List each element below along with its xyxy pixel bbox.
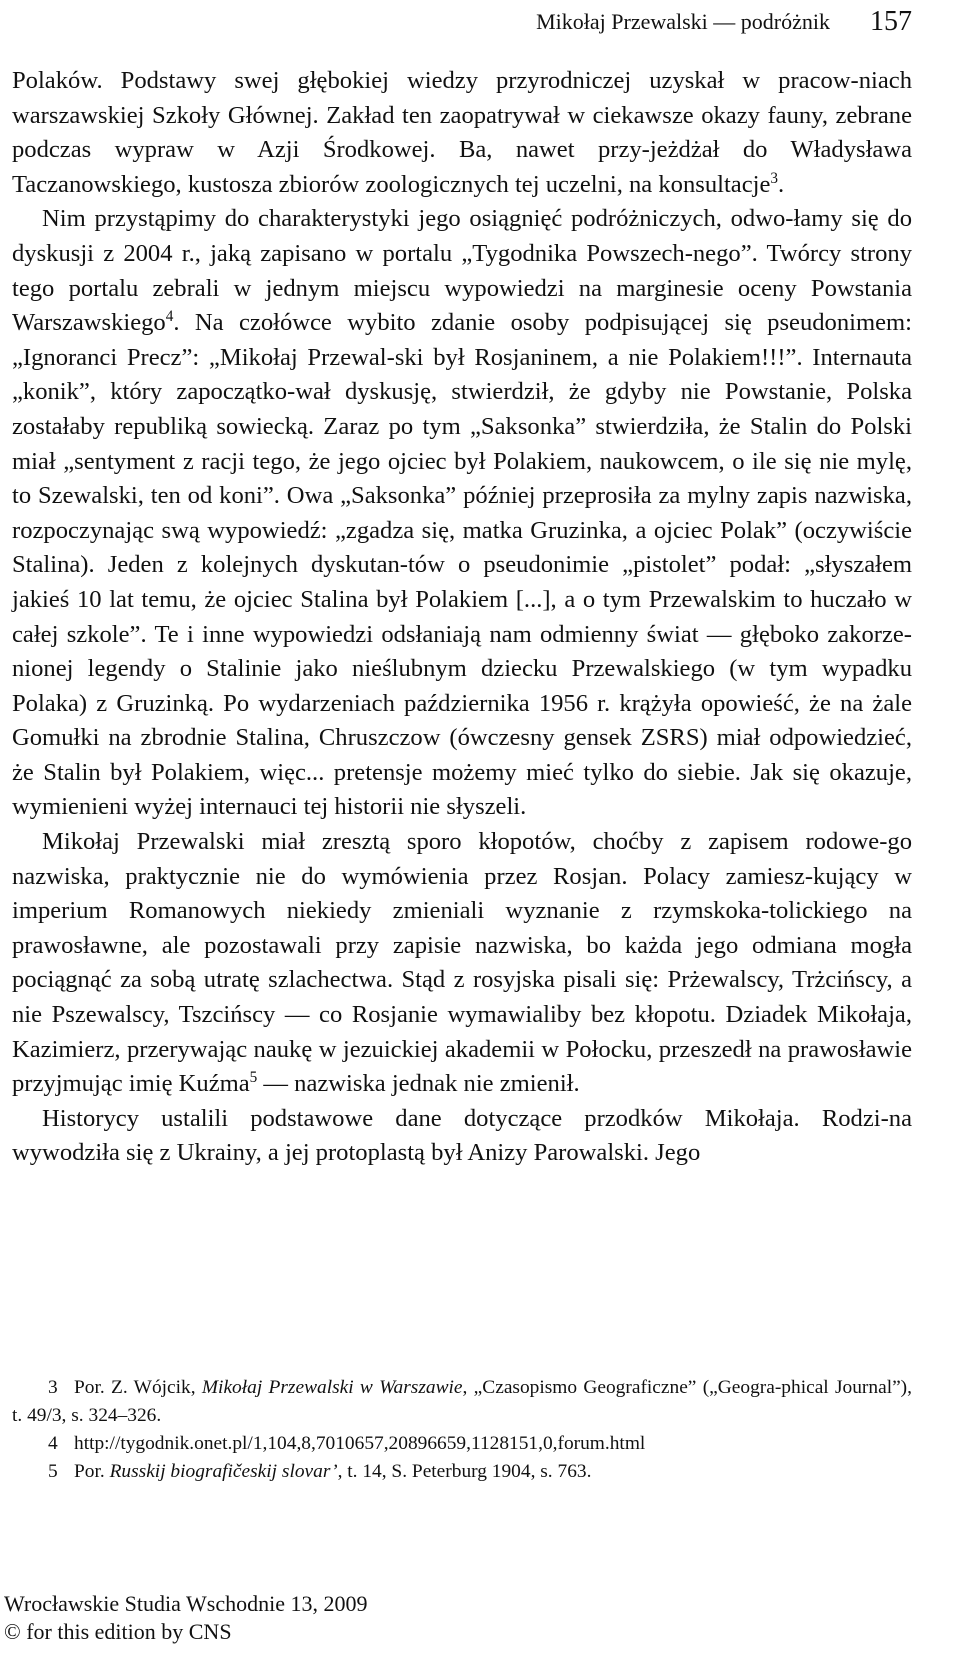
footnote-title: Mikołaj Przewalski w Warszawie <box>201 1377 463 1398</box>
paragraph-3 <box>12 825 912 1102</box>
paragraph-text: . <box>778 170 785 198</box>
footnote-ref-5[interactable]: 5 <box>249 1069 258 1087</box>
paragraph-text: Polaków. Podstawy swej głębokiej wiedzy przyrodniczej uzyskał w pracow-niach warszawskiej Szkoły Głównej. Zakład ten zaopatrywał w ciekawsze okazy fauny, zebrane podczas wypraw w Azji Środkowej. Ba, nawet przy-jeżdżał do Władysława Taczanowskiego, kustosza zbiorów zoologicznych tej uczelni, na konsultacje <box>12 67 912 198</box>
footnote-number: 3 <box>48 1377 58 1398</box>
paragraph-4 <box>12 1102 912 1171</box>
footnote-text: Por. <box>74 1461 110 1482</box>
running-title: Mikołaj Przewalski — podróżnik <box>536 9 830 34</box>
footnote-url[interactable]: http://tygodnik.onet.pl/1,104,8,7010657,20896659,1128151,0,forum.html <box>74 1433 646 1454</box>
journal-line: Wrocławskie Studia Wschodnie 13, 2009 <box>4 1591 368 1616</box>
running-head <box>12 0 912 44</box>
footnote-4 <box>12 1430 912 1458</box>
paragraph-1 <box>12 64 912 202</box>
footnote-ref-3[interactable]: 3 <box>770 169 778 187</box>
footnote-text: , t. 14, S. Peterburg 1904, s. 763. <box>337 1461 592 1482</box>
footnote-text: Por. Z. Wójcik, <box>74 1377 202 1398</box>
page-footer <box>4 1590 504 1646</box>
paragraph-text: . Na czołówce wybito zdanie osoby podpisującej się pseudonimem: „Ignoranci Precz”: „Mikołaj Przewal-ski był Rosjaninem, a nie Polakiem!!!”. Internauta „konik”, który zapoczątko-wał dyskusję, stwierdził, że gdyby nie Powstanie, Polska zostałaby republiką sowiecką. Zaraz po tym „Saksonka” stwierdziła, że Stalin do Polski miał „sentyment z racji tego, że jego ojciec był Polakiem, naukowcem, o ile się nie mylę, to Szewalski, ten od koni”. Owa „Saksonka” później przeprosiła za mylny zapis nazwiska, rozpoczynając swą wypowiedź: „zgadza się, matka Gruzinka, a ojciec Polak” (oczywiście Stalina). Jeden z kolejnych dyskutan-tów o pseudonimie „pistolet” podał: „słyszałem jakieś 10 lat temu, że ojciec Stalina był Polakiem [...], a o tym Przewalskim to huczało w całej szkole”. Te i inne wypowiedzi odsłaniają nam odmienny świat — głęboko zakorze-nionej legendy o Stalinie jako nieślubnym dziecku Przewalskiego (w tym wypadku Polaka) z Gruzinką. Po wydarzeniach października 1956 r. krążyła opowieść, że na żale Gomułki na zbrodnie Stalina, Chruszczow (ówczesny gensek ZSRS) miał odpowiedzieć, że Stalin był Polakiem, więc... pretensje możemy mieć tylko do siebie. Jak się okazuje, wymienieni wyżej internauci tej historii nie słyszeli. <box>12 309 912 821</box>
copyright-line: © for this edition by CNS <box>4 1619 232 1644</box>
paragraph-2 <box>12 202 912 825</box>
footnote-text: , „Czasopismo Geograficzne” („Geogra-phical Journal”), t. 49/3, s. 324–326. <box>12 1377 912 1426</box>
footnote-title: Russkij biografičeskij slovar’ <box>109 1461 338 1482</box>
paragraph-text: Nim przystąpimy do charakterystyki jego osiągnięć podróżniczych, odwo-łamy się do dyskusji z 2004 r., jaką zapisano w portalu „Tygodnika Powszech-nego”. Twórcy strony tego portalu zebrali w jednym miejscu wypowiedzi na marginesie oceny Powstania Warszawskiego <box>12 205 912 337</box>
footnote-ref-4[interactable]: 4 <box>165 307 174 325</box>
paragraph-text: Mikołaj Przewalski miał zresztą sporo kłopotów, choćby z zapisem rodowe-go nazwiska, praktycznie nie do wymówienia przez Rosjan. Polacy zamiesz-kujący w imperium Romanowych niekiedy zmieniali wyznanie z rzymskoka-tolickiego na prawosławne, ale pozostawali przy zapisie nazwiska, bo każda jego odmiana mogła pociągnąć za sobą utratę szlachectwa. Stąd z rosyjska pisali się: Prżewalscy, Trżcińscy, a nie Pszewalscy, Tszcińscy — co Rosjanie wymawialiby bez kłopotu. Dziadek Mikołaja, Kazimierz, przerywając naukę w jezuickiej akademii w Połocku, przeszedł na prawosławie przyjmując imię Kuźma <box>12 828 912 1098</box>
footnotes <box>12 1374 912 1486</box>
paragraph-text: — nazwiska jednak nie zmienił. <box>257 1070 580 1098</box>
paragraph-text: Historycy ustalili podstawowe dane dotyczące przodków Mikołaja. Rodzi-na wywodziła się z Ukrainy, a jej protoplastą był Anizy Parowalski. Jego <box>12 1104 912 1167</box>
footnote-number: 5 <box>48 1461 58 1482</box>
footnote-3 <box>12 1374 912 1430</box>
page-number: 157 <box>870 6 912 37</box>
body-text <box>12 64 912 1171</box>
footnote-5 <box>12 1458 912 1486</box>
footnote-number: 4 <box>48 1433 58 1454</box>
